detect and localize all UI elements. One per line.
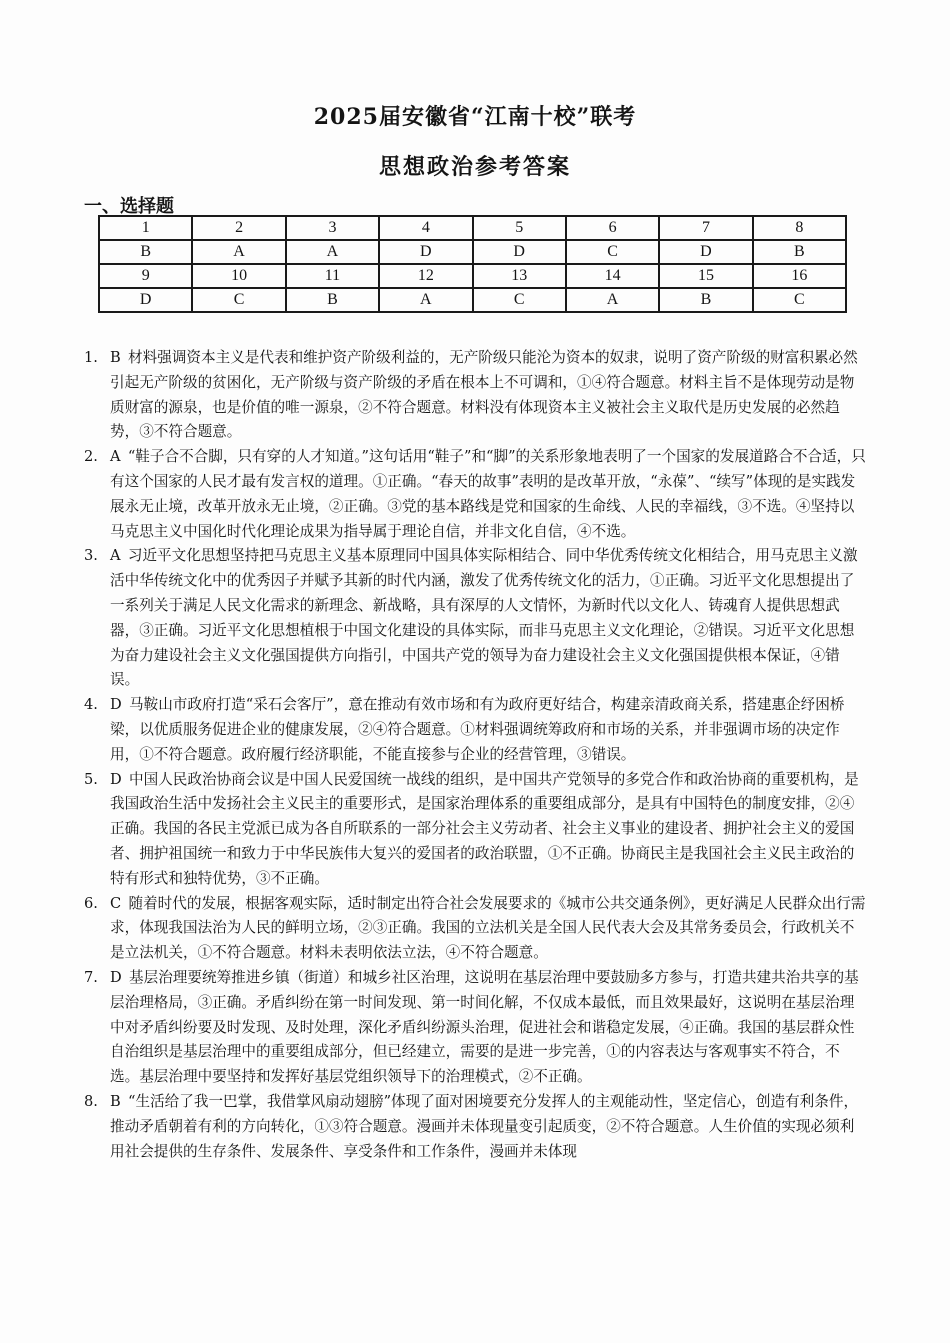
question-number-cell: 2: [192, 216, 285, 240]
item-text: 习近平文化思想坚持把马克思主义基本原理同中国具体实际相结合、同中华优秀传统文化相结合，用马克思主义激活中华传统文化中的优秀因子并赋予其新的时代内涵，激发了优秀传统文化的活力，①正确。习近平文化思想提出了一系列关于满足人民文化需求的新理念、新战略，具有深厚的人文情怀，为新时代以文化人、铸魂育人提供思想武器，③正确。习近平文化思想植根于中国文化建设的具体实际，而非马克思主义文化理论，②错误。习近平文化思想为奋力建设社会主义文化强国提供方向指引，中国共产党的领导为奋力建设社会主义文化强国提供根本保证，④错误。: [110, 547, 858, 689]
item-number: 3.: [84, 547, 98, 565]
question-number-cell: 4: [379, 216, 472, 240]
item-number: 6.: [84, 894, 98, 912]
question-number-cell: 3: [286, 216, 379, 240]
answer-cell: B: [753, 240, 846, 264]
question-number-cell: 7: [659, 216, 752, 240]
answer-cell: A: [192, 240, 285, 264]
explanation-item: [84, 1090, 866, 1164]
answer-cell: A: [566, 288, 659, 312]
item-number: 8.: [84, 1092, 98, 1110]
explanation-item: [84, 346, 866, 445]
answer-cell: A: [286, 240, 379, 264]
explanation-item: [84, 892, 866, 966]
answer-cell: D: [473, 240, 566, 264]
question-number-cell: 11: [286, 264, 379, 288]
item-answer: D: [110, 770, 122, 788]
question-number-cell: 8: [753, 216, 846, 240]
answer-cell: B: [659, 288, 752, 312]
item-text: “生活给了我一巴掌，我借掌风扇动翅膀”体现了面对困境要充分发挥人的主观能动性，坚定信心，创造有利条件，推动矛盾朝着有利的方向转化，①③符合题意。漫画并未体现量变引起质变，②不符合题意。人生价值的实现必须利用社会提供的生存条件、发展条件、享受条件和工作条件，漫画并未体现: [110, 1092, 859, 1160]
item-answer: A: [110, 547, 121, 565]
answer-cell: C: [192, 288, 285, 312]
question-number-cell: 6: [566, 216, 659, 240]
explanation-item: [84, 445, 866, 544]
explanation-item: [84, 544, 866, 693]
explanation-list: [84, 346, 866, 1164]
explanation-item: [84, 966, 866, 1090]
answer-cell: B: [286, 288, 379, 312]
item-body: [110, 895, 865, 962]
item-text: 马鞍山市政府打造“采石会客厅”，意在推动有效市场和有为政府更好结合，构建亲清政商关系，搭建惠企纾困桥梁，以优质服务促进企业的健康发展，②④符合题意。①材料强调统筹政府和市场的关系，并非强调市场的决定作用，①不符合题意。政府履行经济职能，不能直接参与企业的经营管理，③错误。: [110, 696, 845, 763]
answer-cell: C: [566, 240, 659, 264]
item-text: “鞋子合不合脚，只有穿的人才知道。”这句话用“鞋子”和“脚”的关系形象地表明了一个国家的发展道路合不合适，只有这个国家的人民才最有发言权的道理。①正确。“春天的故事”表明的是改革开放，“永葆”、“续写”体现的是实践发展永无止境，改革开放永无止境，②正确。③党的基本路线是党和国家的生命线、人民的幸福线，③不选。④坚持以马克思主义中国化时代化理论成果为指导属于理论自信，并非文化自信，④不选。: [110, 448, 866, 540]
answer-cell: D: [379, 240, 472, 264]
question-number-cell: 9: [99, 264, 192, 288]
item-answer: B: [110, 349, 121, 366]
question-number-cell: 1: [99, 216, 192, 240]
answer-cell: B: [99, 240, 192, 264]
item-body: [110, 771, 859, 887]
document-title: 2025届安徽省“江南十校”联考: [313, 104, 637, 130]
section-heading: 一、选择题: [84, 196, 174, 217]
explanation-item: [84, 693, 866, 767]
answer-cell: D: [99, 288, 192, 312]
question-number-cell: 13: [473, 264, 566, 288]
answer-cell: C: [753, 288, 846, 312]
answer-cell: A: [379, 288, 472, 312]
table-row: [99, 264, 846, 288]
question-number-cell: 12: [379, 264, 472, 288]
item-body: [110, 349, 858, 440]
explanation-item: [84, 768, 866, 892]
item-number: 2.: [84, 448, 98, 466]
item-text: 材料强调资本主义是代表和维护资产阶级利益的，无产阶级只能沦为资本的奴隶，说明了资产阶级的财富积累必然引起无产阶级的贫困化，无产阶级与资产阶级的矛盾在根本上不可调和，①④符合题意。材料主旨不是体现劳动是物质财富的源泉，也是价值的唯一源泉，②不符合题意。材料没有体现资本主义被社会主义取代是历史发展的必然趋势，③不符合题意。: [110, 349, 858, 441]
question-number-cell: 5: [473, 216, 566, 240]
table-row: [99, 240, 846, 264]
table-row: [99, 288, 846, 312]
answer-cell: D: [659, 240, 752, 264]
item-body: [110, 1093, 858, 1160]
item-body: [110, 969, 859, 1085]
question-number-cell: 15: [659, 264, 752, 288]
question-number-cell: 14: [566, 264, 659, 288]
answer-cell: C: [473, 288, 566, 312]
item-body: [110, 547, 858, 688]
question-number-cell: 10: [192, 264, 285, 288]
item-answer: D: [110, 696, 122, 714]
item-body: [110, 696, 844, 763]
item-number: 5.: [84, 770, 98, 788]
item-number: 4.: [84, 696, 98, 714]
item-number: 1.: [84, 349, 98, 366]
item-answer: A: [110, 448, 121, 466]
item-number: 7.: [84, 968, 98, 986]
item-body: [110, 448, 866, 539]
item-answer: D: [110, 968, 122, 986]
item-answer: B: [110, 1092, 121, 1110]
answer-table: [98, 215, 847, 313]
item-text: 中国人民政治协商会议是中国人民爱国统一战线的组织，是中国共产党领导的多党合作和政治协商的重要机构，是我国政治生活中发扬社会主义民主的重要形式，是国家治理体系的重要组成部分，是具有中国特色的制度安排，②④正确。我国的各民主党派已成为各自所联系的一部分社会主义劳动者、社会主义事业的建设者、拥护社会主义的爱国者、拥护祖国统一和致力于中华民族伟大复兴的爱国者的政治联盟，①不正确。协商民主是我国社会主义民主政治的特有形式和独特优势，③不正确。: [110, 770, 859, 887]
item-answer: C: [110, 894, 122, 912]
document-subtitle: 思想政治参考答案: [378, 154, 571, 180]
item-text: 随着时代的发展，根据客观实际，适时制定出符合社会发展要求的《城市公共交通条例》，更好满足人民群众出行需求，体现我国法治为人民的鲜明立场，②③正确。我国的立法机关是全国人民代表大会及其常务委员会，行政机关不是立法机关，①不符合题意。材料未表明依法立法，④不符合题意。: [110, 894, 866, 962]
table-row: [99, 216, 846, 240]
question-number-cell: 16: [753, 264, 846, 288]
item-text: 基层治理要统筹推进乡镇（街道）和城乡社区治理，这说明在基层治理中要鼓励多方参与，打造共建共治共享的基层治理格局，③正确。矛盾纠纷在第一时间发现、第一时间化解，不仅成本最低，而且效果最好，这说明在基层治理中对矛盾纠纷要及时发现、及时处理，深化矛盾纠纷源头治理，促进社会和谐稳定发展，④正确。我国的基层群众性自治组织是基层治理中的重要组成部分，但已经建立，需要的是进一步完善，①的内容表达与客观事实不符合，不选。基层治理中要坚持和发挥好基层党组织领导下的治理模式，②不正确。: [110, 968, 859, 1086]
